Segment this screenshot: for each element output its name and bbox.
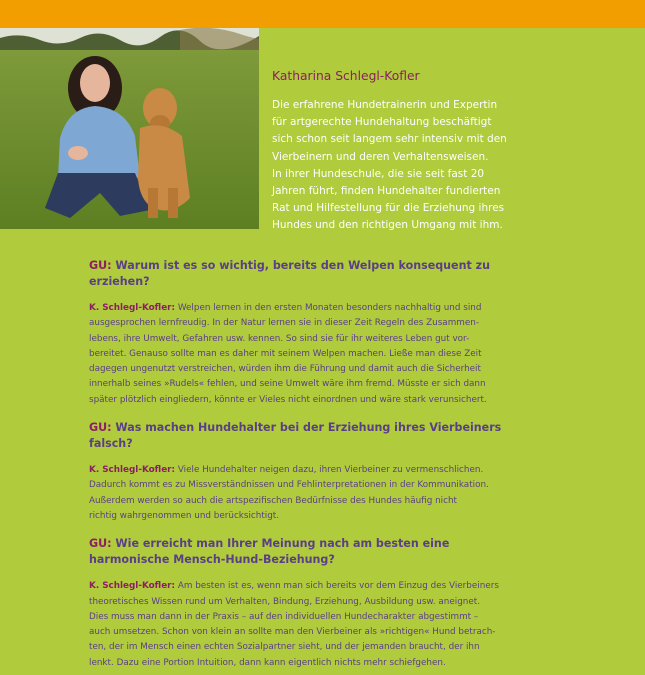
question-prefix: GU: [89, 537, 112, 551]
question [89, 536, 529, 568]
qa-block [89, 420, 529, 524]
question-text: Was machen Hundehalter bei der Erziehung ihres Vierbeiners falsch? [89, 421, 502, 451]
question-text: Wie erreicht man Ihrer Meinung nach am besten eine harmonische Mensch-Hund-Beziehung? [89, 537, 450, 567]
qa-block [89, 258, 529, 408]
question-prefix: GU: [89, 259, 112, 272]
question [89, 258, 529, 290]
answer-text: Welpen lernen in den ersten Monaten besonders nachhaltig und sind ausgesprochen lernfreudig. In der Natur lernen sie in dieser Zeit Regeln des Zusammen- lebens, ihre Umwelt, Gefahren usw. kennen. So sind sie für ihr weiteres Leben gut vor- bereitet. Genauso sollte man es daher mit seinem Welpen machen. Ließe man diese Zeit dagegen ungenutzt verstreichen, würden ihm die Führung und damit auch die Sicherheit innerhalb seines »Rudels« fehlen, und seine Umwelt wäre ihm fremd. Müsste er sich dann später plötzlich eingliedern, könnte er Vieles nicht einordnen und wäre stark verunsichert. [89, 303, 487, 405]
answer-prefix: K. Schlegl-Kofler: [89, 465, 176, 476]
question [89, 420, 529, 452]
question-prefix: GU: [89, 421, 112, 435]
answer-prefix: K. Schlegl-Kofler: [89, 581, 176, 592]
author-intro [272, 69, 522, 235]
interview [89, 258, 529, 671]
author-bio: Die erfahrene Hundetrainerin und Expertin für artgerechte Hundehaltung beschäftigt sich schon seit langem sehr intensiv mit den Vierbeinern und deren Verhaltensweisen. In ihrer Hundeschule, die sie seit fast 20 Jahren führt, finden Hundehalter fundierten Rat und Hilfestellung für die Erziehung ihres Hundes und den richtigen Umgang mit ihm. [272, 99, 507, 232]
author-name: Katharina Schlegl-Kofler [272, 69, 420, 83]
answer [89, 301, 529, 408]
question-text: Warum ist es so wichtig, bereits den Welpen konsequent zu erziehen? [89, 259, 490, 288]
author-photo [0, 28, 259, 229]
answer-text: Viele Hundehalter neigen dazu, ihren Vierbeiner zu vermenschlichen. Dadurch kommt es zu Missverständnissen und Fehlinterpretationen in der Kommunikation. Außerdem werden so auch die artspezifischen Bedürfnisse des Hundes häufig nicht richtig wahrgenommen und berücksichtigt. [89, 465, 489, 521]
answer [89, 463, 529, 524]
qa-block [89, 536, 529, 671]
answer-prefix: K. Schlegl-Kofler: [89, 303, 176, 313]
answer [89, 579, 529, 671]
answer-text: Am besten ist es, wenn man sich bereits vor dem Einzug des Vierbeiners theoretisches Wissen rund um Verhalten, Bindung, Erziehung, Ausbildung usw. aneignet. Dies muss man dann in der Praxis – auf den individuellen Hundecharakter abgestimmt – auch umsetzen. Schon von klein an sollte man den Vierbeiner als »richtigen« Hund betrach- ten, der im Mensch einen echten Sozialpartner sieht, und der jemanden braucht, der ihn lenkt. Dazu eine Portion Intuition, dann kann eigentlich nichts mehr schiefgehen. [89, 581, 499, 668]
top-color-bar [0, 0, 645, 28]
